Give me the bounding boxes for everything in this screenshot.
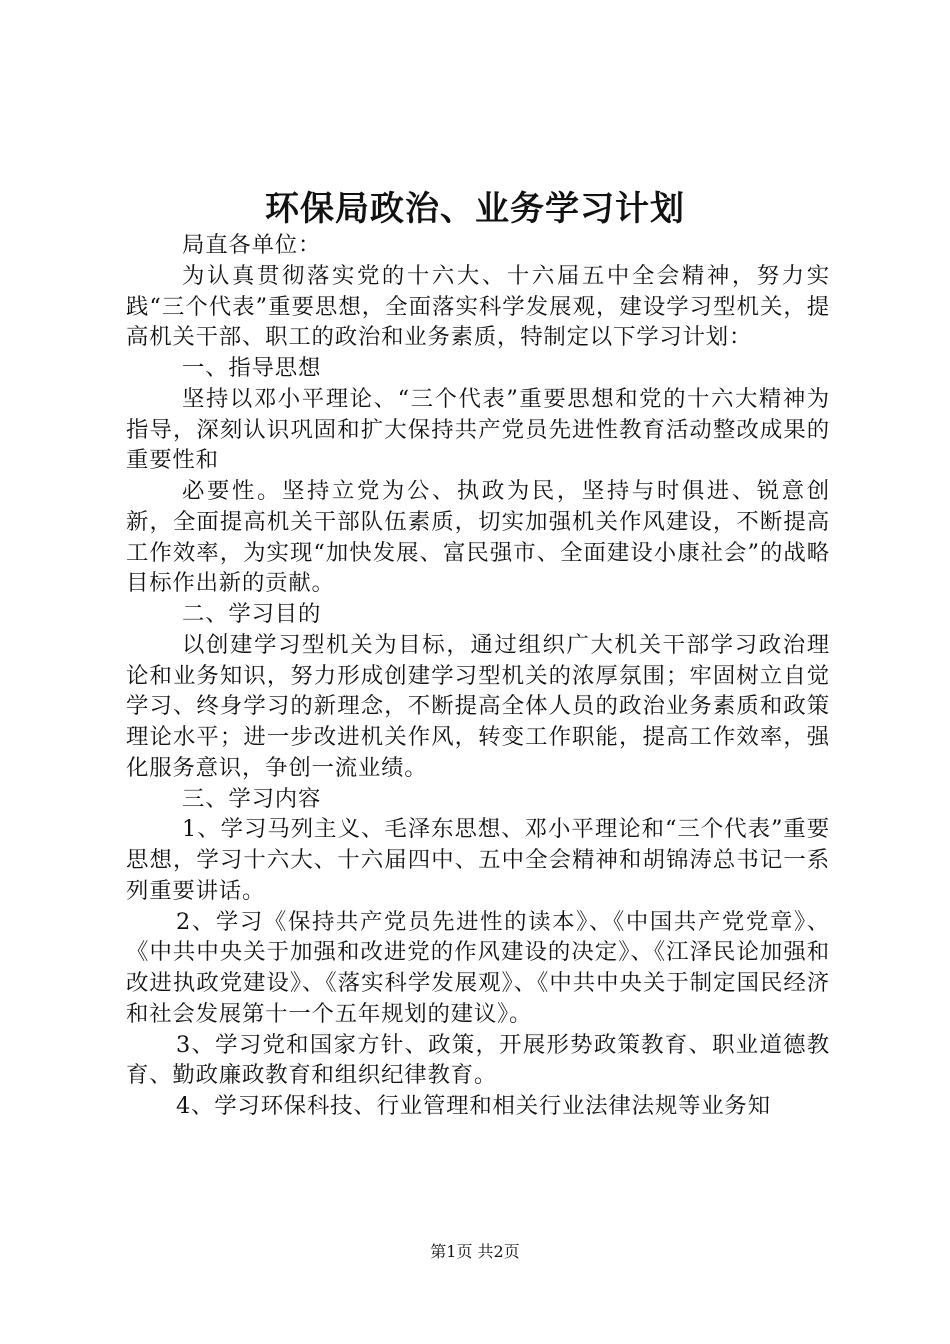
page-footer: 第1页 共2页: [430, 1242, 520, 1261]
section-heading-content: 三、学习内容: [182, 785, 322, 812]
content-item-1: 1、学习马列主义、毛泽东思想、邓小平理论和“三个代表”重要思想，学习十六大、十六届四中、五中全会精神和胡锦涛总书记一系列重要讲话。: [126, 816, 830, 904]
document-body: [126, 230, 830, 1122]
section-heading-purpose: 二、学习目的: [182, 601, 322, 627]
purpose-paragraph: 以创建学习型机关为目标，通过组织广大机关干部学习政治理论和业务知识，努力形成创建学习型机关的浓厚氛围；牢固树立自觉学习、终身学习的新理念，不断提高全体人员的政治业务素质和政策理论水平；进一步改进机关作风，转变工作职能，提高工作效率，强化服务意识，争创一流业绩。: [126, 631, 830, 781]
section-heading-guiding-thought: 一、指导思想: [182, 355, 322, 381]
content-item-2: 2、学习《保持共产党员先进性的读本》、《中国共产党党章》、《中共中央关于加强和改进党的作风建设的决定》、《江泽民论加强和改进执政党建设》、《落实科学发展观》、《中共中央关于制定国民经济和社会发展第十一个五年规划的建议》。: [126, 908, 830, 1027]
guiding-thought-paragraph-continued: 必要性。坚持立党为公、执政为民，坚持与时俱进、锐意创新，全面提高机关干部队伍素质，切实加强机关作风建设，不断提高工作效率，为实现“加快发展、富民强市、全面建设小康社会”的战略目标作出新的贡献。: [126, 478, 830, 597]
guiding-thought-paragraph: 坚持以邓小平理论、“三个代表”重要思想和党的十六大精神为指导，深刻认识巩固和扩大保持共产党员先进性教育活动整改成果的重要性和: [126, 385, 830, 474]
salutation: 局直各单位：: [182, 232, 322, 258]
intro-paragraph: 为认真贯彻落实党的十六大、十六届五中全会精神，努力实践“三个代表”重要思想，全面落实科学发展观，建设学习型机关，提高机关干部、职工的政治和业务素质，特制定以下学习计划：: [126, 262, 830, 351]
content-item-4: 4、学习环保科技、行业管理和相关行业法律法规等业务知: [176, 1093, 771, 1119]
document-title: 环保局政治、业务学习计划: [265, 189, 685, 229]
content-item-3: 3、学习党和国家方针、政策，开展形势政策教育、职业道德教育、勤政廉政教育和组织纪律教育。: [126, 1031, 830, 1089]
